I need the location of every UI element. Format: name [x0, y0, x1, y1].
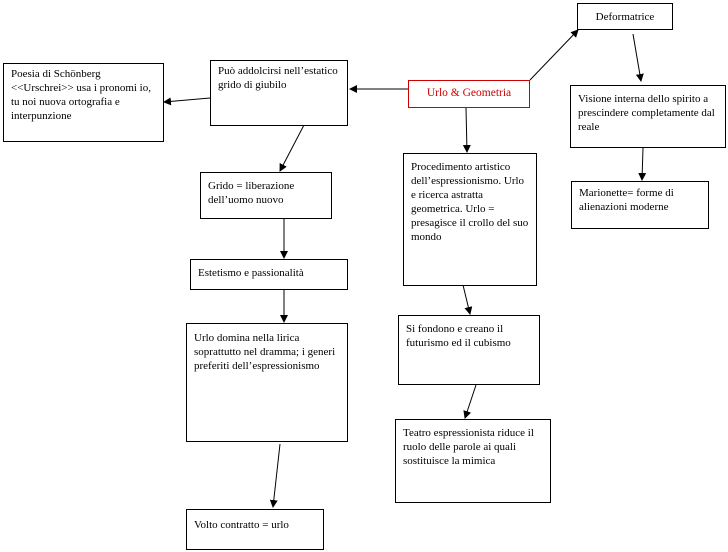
node-urlo-domina: Urlo domina nella lirica soprattutto nel dramma; i generi preferiti dell’espressionismo [186, 323, 348, 442]
node-volto: Volto contratto = urlo [186, 509, 324, 550]
node-teatro: Teatro espressionista riduce il ruolo delle parole ai quali sostituisce la mimica [395, 419, 551, 503]
arrow-visione-to-marionette [642, 148, 643, 180]
node-addolcirsi: Può addolcirsi nell’estatico grido di giubilo [210, 60, 348, 126]
node-visione: Visione interna dello spirito a prescindere completamente dal reale [570, 85, 726, 148]
arrow-urlo-to-procedimento [466, 108, 467, 152]
node-deformatrice: Deformatrice [577, 3, 673, 30]
arrow-urlo-domina-to-volto [273, 444, 280, 507]
arrow-deformatrice-to-visione [633, 34, 641, 81]
arrow-addolcirsi-to-grido [280, 125, 304, 171]
node-procedimento: Procedimento artistico dell’espressionismo. Urlo e ricerca astratta geometrica. Urlo = presagisce il crollo del suo mondo [403, 153, 537, 286]
node-urlo-geometria: Urlo & Geometria [408, 80, 530, 108]
arrow-procedimento-to-fondono [463, 285, 470, 314]
node-marionette: Marionette= forme di alienazioni moderne [571, 181, 709, 229]
arrow-addolcirsi-to-schonberg [164, 98, 210, 102]
arrow-fondono-to-teatro [465, 385, 476, 418]
node-estetismo: Estetismo e passionalità [190, 259, 348, 290]
arrow-urlo-to-deformatrice [530, 30, 578, 80]
node-schonberg: Poesia di Schönberg <<Urschrei>> usa i pronomi io, tu noi nuova ortografia e interpunzione [3, 63, 164, 142]
node-grido: Grido = liberazione dell’uomo nuovo [200, 172, 332, 219]
node-fondono: Si fondono e creano il futurismo ed il cubismo [398, 315, 540, 385]
